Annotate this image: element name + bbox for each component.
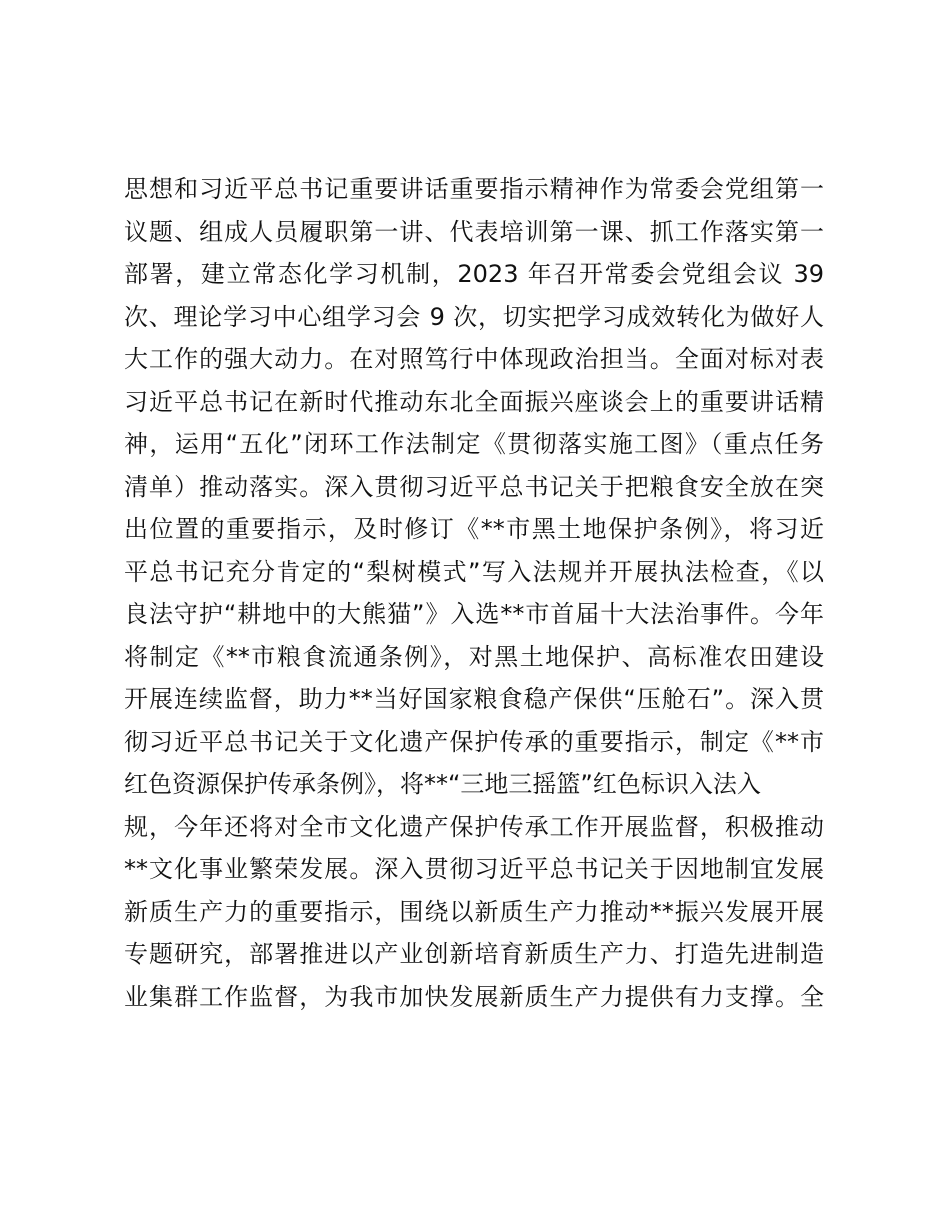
text-line: 业集群工作监督，为我市加快发展新质生产力提供有力支撑。全	[124, 982, 824, 1011]
text-line: 思想和习近平总书记重要讲话重要指示精神作为常委会党组第一	[124, 175, 824, 203]
text-line: 神，运用“五化”闭环工作法制定《贯彻落实施工图》（重点任务	[124, 430, 824, 458]
text-line: 平总书记充分肯定的“梨树模式”写入法规并开展执法检查，《以	[124, 557, 824, 586]
text-line: 规，今年还将对全市文化遗产保护传承工作开展监督，积极推动	[124, 812, 824, 841]
text-line: 次、理论学习中心组学习会 9 次，切实把学习成效转化为做好人	[124, 302, 824, 331]
text-line: 红色资源保护传承条例》，将**“三地三摇篮”红色标识入法入	[124, 770, 761, 798]
text-line: 良法守护“耕地中的大熊猫”》入选**市首届十大法治事件。今年	[124, 600, 824, 628]
text-line: 议题、组成人员履职第一讲、代表培训第一课、抓工作落实第一	[124, 217, 824, 246]
text-line: 将制定《**市粮食流通条例》，对黑土地保护、高标准农田建设	[124, 642, 824, 671]
text-line: 开展连续监督，助力**当好国家粮食稳产保供“压舱石”。深入贯	[124, 685, 824, 713]
text-line: 大工作的强大动力。在对照笃行中体现政治担当。全面对标对表	[124, 345, 824, 373]
text-line: 清单）推动落实。深入贯彻习近平总书记关于把粮食安全放在突	[124, 472, 824, 501]
text-line: 出位置的重要指示，及时修订《**市黑土地保护条例》，将习近	[124, 515, 824, 543]
text-line: 专题研究，部署推进以产业创新培育新质生产力、打造先进制造	[124, 940, 824, 968]
body-paragraph	[124, 168, 824, 1018]
text-line: 部署，建立常态化学习机制，2023 年召开常委会党组会议 39	[124, 260, 824, 288]
text-line: 彻习近平总书记关于文化遗产保护传承的重要指示，制定《**市	[124, 727, 824, 756]
text-line: 新质生产力的重要指示，围绕以新质生产力推动**振兴发展开展	[124, 897, 824, 926]
text-line: **文化事业繁荣发展。深入贯彻习近平总书记关于因地制宜发展	[124, 855, 824, 883]
text-line: 习近平总书记在新时代推动东北全面振兴座谈会上的重要讲话精	[124, 387, 824, 416]
